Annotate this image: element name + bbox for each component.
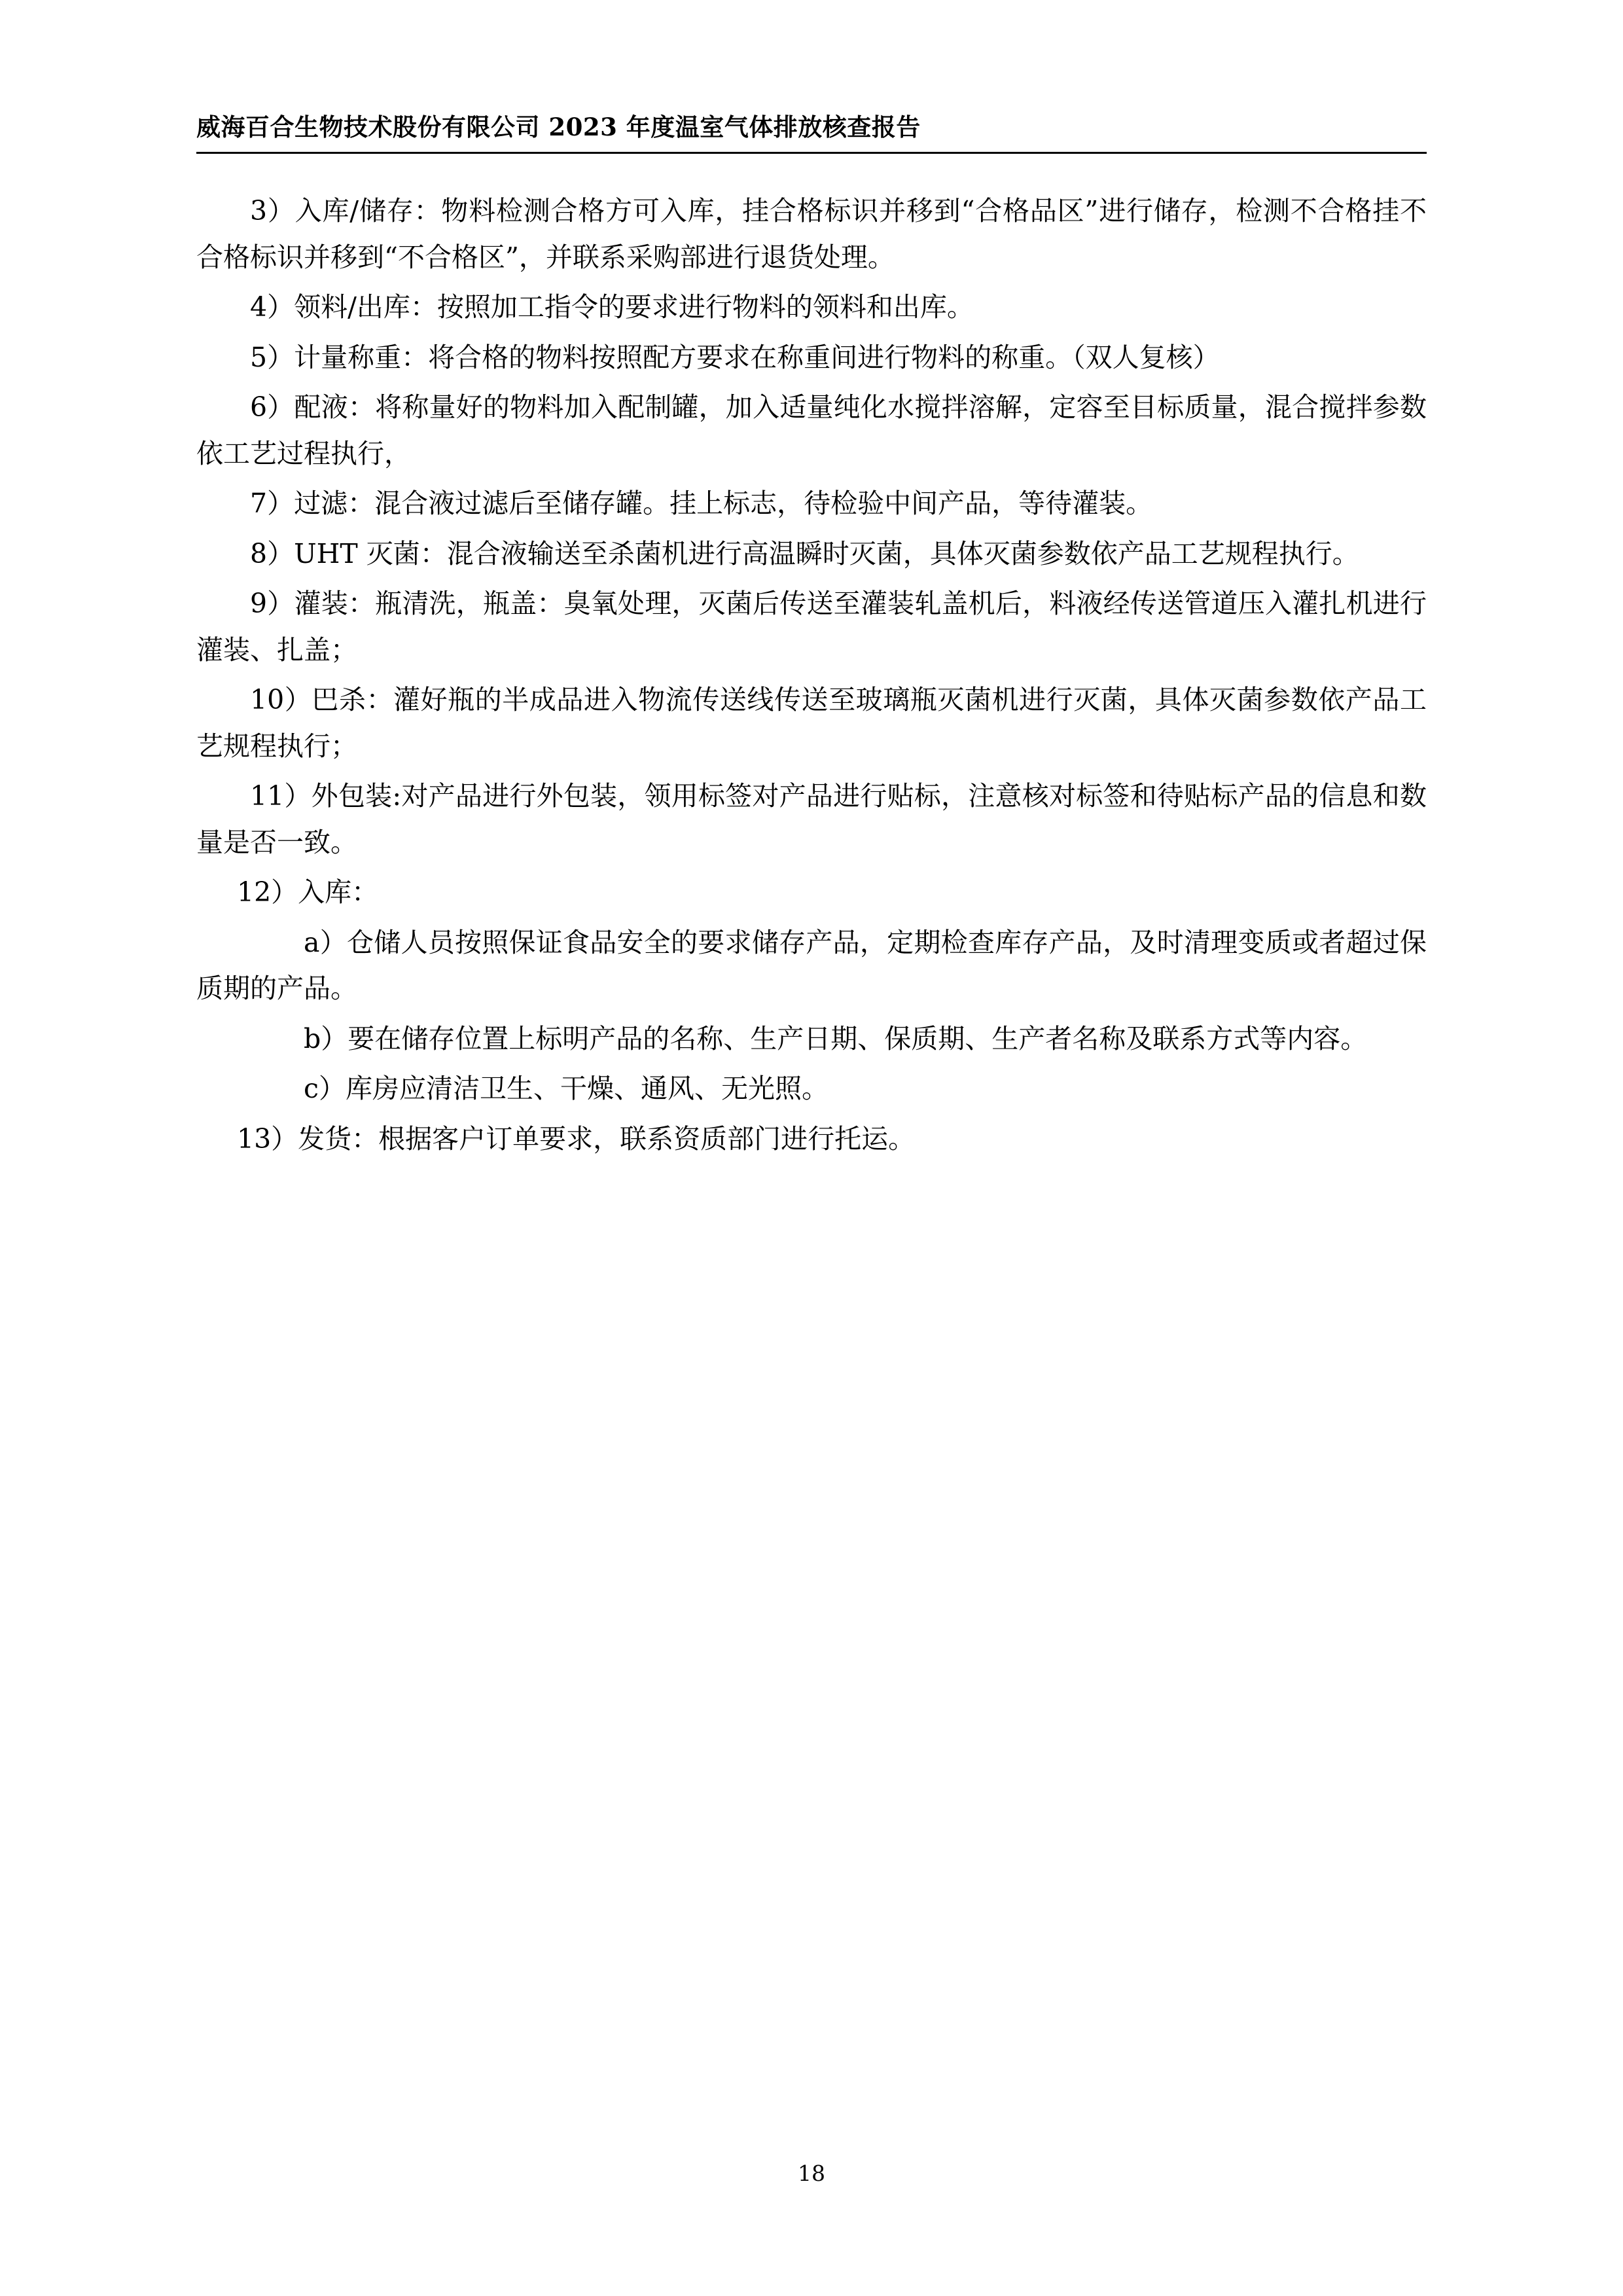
paragraph: 11）外包装:对产品进行外包装，领用标签对产品进行贴标，注意核对标签和待贴标产品的信息和数量是否一致。 (196, 780, 1427, 858)
paragraph: 9）灌装：瓶清洗，瓶盖：臭氧处理，灭菌后传送至灌装轧盖机后，料液经传送管道压入灌扎机进行灌装、扎盖； (196, 588, 1427, 666)
paragraph: 13）发货：根据客户订单要求，联系资质部门进行托运。 (237, 1122, 916, 1155)
page-number: 18 (798, 2161, 825, 2186)
sub-item: c）库房应清洁卫生、干燥、通风、无光照。 (304, 1073, 829, 1105)
paragraph: 8）UHT 灭菌：混合液输送至杀菌机进行高温瞬时灭菌，具体灭菌参数依产品工艺规程执行。 (250, 537, 1359, 569)
paragraph: 7）过滤：混合液过滤后至储存罐。挂上标志，待检验中间产品，等待灌装。 (250, 488, 1153, 520)
paragraph: 4）领料/出库：按照加工指令的要求进行物料的领料和出库。 (250, 291, 974, 323)
page-header (196, 111, 1427, 154)
paragraph: 6）配液：将称量好的物料加入配制罐，加入适量纯化水搅拌溶解，定容至目标质量，混合搅拌参数依工艺过程执行， (196, 391, 1427, 469)
header-title: 威海百合生物技术股份有限公司 2023 年度温室气体排放核查报告 (196, 113, 921, 141)
paragraph: 12）入库： (237, 876, 379, 908)
paragraph: 10）巴杀：灌好瓶的半成品进入物流传送线传送至玻璃瓶灭菌机进行灭菌，具体灭菌参数依产品工艺规程执行； (196, 684, 1427, 762)
page-footer (0, 2161, 1623, 2186)
sub-item: a）仓储人员按照保证食品安全的要求储存产品，定期检查库存产品，及时清理变质或者超过保质期的产品。 (196, 926, 1427, 1005)
paragraph: 3）入库/储存：物料检测合格方可入库，挂合格标识并移到“合格品区”进行储存，检测不合格挂不合格标识并移到“不合格区”，并联系采购部进行退货处理。 (196, 195, 1427, 273)
document-body (196, 188, 1427, 1162)
sub-item: b）要在储存位置上标明产品的名称、生产日期、保质期、生产者名称及联系方式等内容。 (304, 1022, 1368, 1054)
paragraph: 5）计量称重：将合格的物料按照配方要求在称重间进行物料的称重。（双人复核） (250, 341, 1220, 373)
